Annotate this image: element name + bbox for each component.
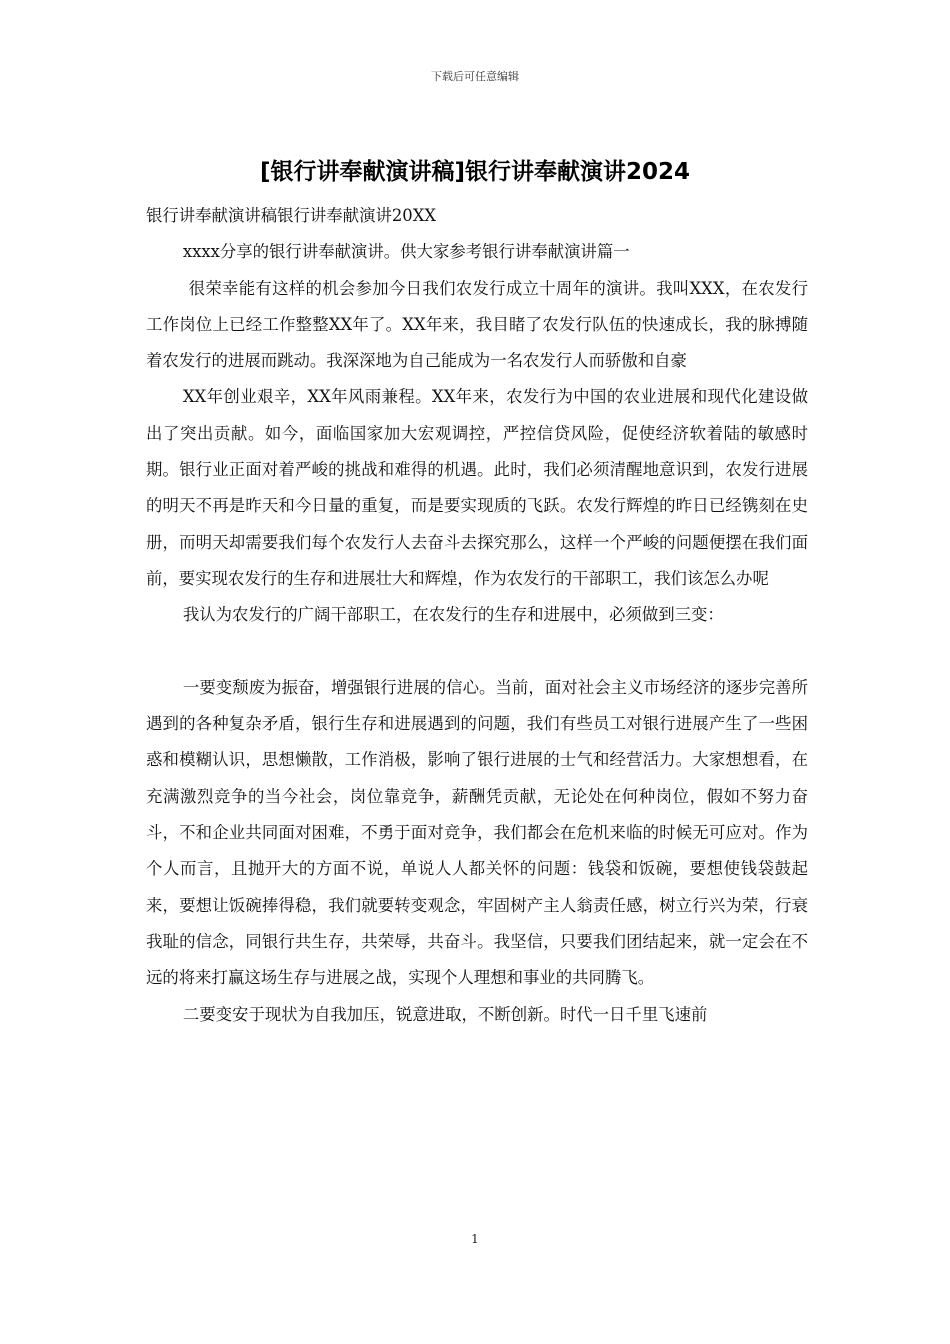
document-title: [银行讲奉献演讲稿]银行讲奉献演讲2024 [259, 159, 691, 185]
paragraph-spacer [146, 634, 808, 670]
page-number: 1 [471, 1232, 479, 1246]
body-paragraph: 我认为农发行的广阔干部职工，在农发行的生存和进展中，必须做到三变： [182, 605, 724, 625]
document-body [146, 198, 808, 1033]
body-paragraph-subtitle: 银行讲奉献演讲稿银行讲奉献演讲20XX [146, 206, 437, 225]
header-note: 下载后可任意编辑 [431, 70, 519, 83]
body-paragraph: 很荣幸能有这样的机会参加今日我们农发行成立十周年的演讲。我叫XXX，在农发行工作岗位上已经工作整整XX年了。XX年来，我目睹了农发行队伍的快速成长，我的脉搏随着农发行的进展而跳动。我深深地为自己能成为一名农发行人而骄傲和自豪 [146, 278, 808, 371]
body-paragraph: 一要变颓废为振奋，增强银行进展的信心。当前，面对社会主义市场经济的逐步完善所遇到的各种复杂矛盾，银行生存和进展遇到的问题，我们有些员工对银行进展产生了一些困惑和模糊认识，思想懒散，工作消极，影响了银行进展的士气和经营活力。大家想想看，在充满激烈竞争的当今社会，岗位靠竞争，薪酬凭贡献，无论处在何种岗位，假如不努力奋斗，不和企业共同面对困难，不勇于面对竞争，我们都会在危机来临的时候无可应对。作为个人而言，且抛开大的方面不说，单说人人都关怀的问题：钱袋和饭碗，要想使钱袋鼓起来，要想让饭碗捧得稳，我们就要转变观念，牢固树产主人翁责任感，树立行兴为荣，行衰我耻的信念，同银行共生存，共荣辱，共奋斗。我坚信，只要我们团结起来，就一定会在不远的将来打赢这场生存与进展之战，实现个人理想和事业的共同腾飞。 [146, 677, 808, 988]
body-paragraph-intro: xxxx分享的银行讲奉献演讲。供大家参考银行讲奉献演讲篇一 [182, 242, 630, 262]
body-paragraph: XX年创业艰辛，XX年风雨兼程。XX年来，农发行为中国的农业进展和现代化建设做出了突出贡献。如今，面临国家加大宏观调控，严控信贷风险，促使经济软着陆的敏感时期。银行业正面对着严峻的挑战和难得的机遇。此时，我们必须清醒地意识到，农发行进展的明天不再是昨天和今日量的重复，而是要实现质的飞跃。农发行辉煌的昨日已经镌刻在史册，而明天却需要我们每个农发行人去奋斗去探究那么，这样一个严峻的问题便摆在我们面前，要实现农发行的生存和进展壮大和辉煌，作为农发行的干部职工，我们该怎么办呢 [146, 387, 808, 588]
body-paragraph: 二要变安于现状为自我加压，锐意进取，不断创新。时代一日千里飞速前 [182, 1004, 708, 1024]
